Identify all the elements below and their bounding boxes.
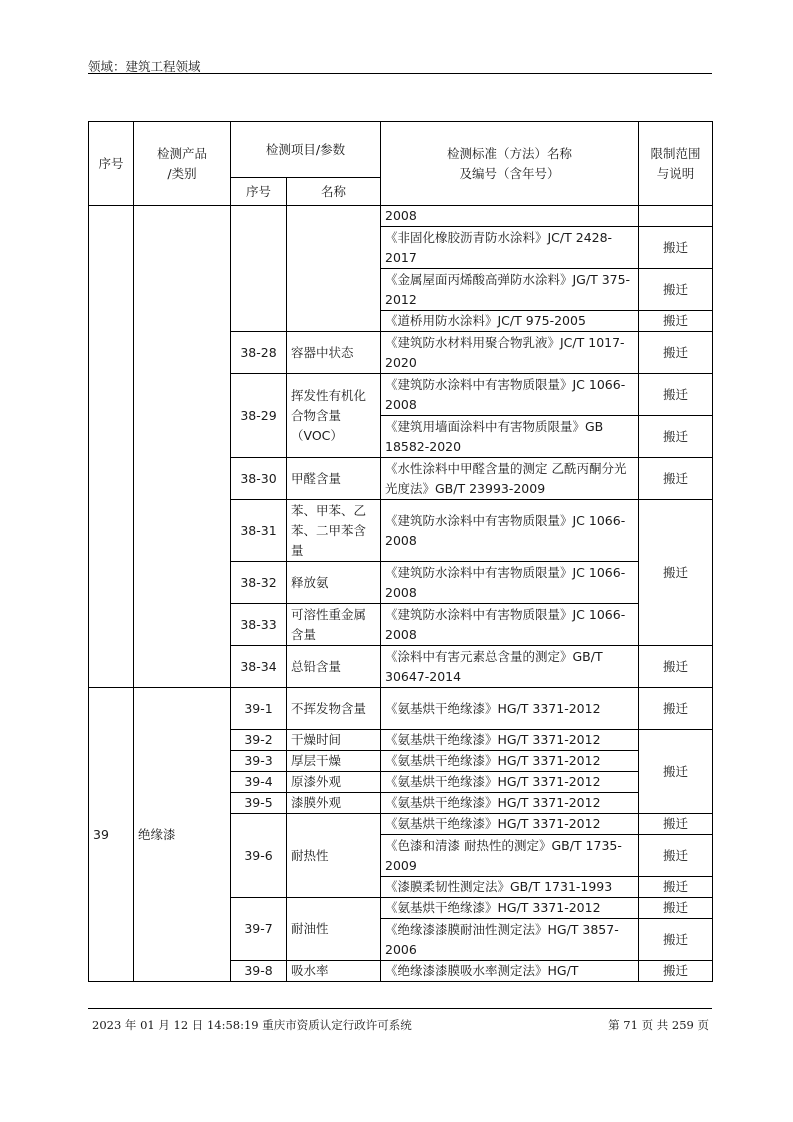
item-name-cell: 耐油性: [287, 898, 381, 961]
inspection-table: [88, 121, 713, 982]
item-seq-cell: 38-31: [231, 500, 287, 562]
limit-cell: 搬迁: [639, 458, 713, 500]
standard-cell: 《涂料中有害元素总含量的测定》GB/T 30647-2014: [381, 646, 639, 688]
limit-cell: 搬迁: [639, 227, 713, 269]
footer-rule: [88, 1008, 712, 1009]
col-limit-header: [639, 122, 713, 206]
col-item-group-header: 检测项目/参数: [231, 122, 381, 178]
standard-cell: 《氨基烘干绝缘漆》HG/T 3371-2012: [381, 793, 639, 814]
limit-cell: 搬迁: [639, 898, 713, 919]
item-seq-cell: 38-28: [231, 332, 287, 374]
item-name-cell: 干燥时间: [287, 730, 381, 751]
item-seq-cell: 38-29: [231, 374, 287, 458]
limit-cell: 搬迁: [639, 646, 713, 688]
limit-cell: 搬迁: [639, 730, 713, 814]
item-seq-cell: 38-33: [231, 604, 287, 646]
item-name-cell: 甲醛含量: [287, 458, 381, 500]
group-seq-cell: 39: [89, 688, 134, 982]
standard-cell: 《绝缘漆漆膜吸水率测定法》HG/T: [381, 961, 639, 982]
standard-cell: 《建筑防水涂料中有害物质限量》JC 1066-2008: [381, 500, 639, 562]
limit-cell: 搬迁: [639, 919, 713, 961]
standard-cell: 《氨基烘干绝缘漆》HG/T 3371-2012: [381, 814, 639, 835]
item-seq-cell: 39-6: [231, 814, 287, 898]
footer-timestamp: 2023 年 01 月 12 日 14:58:19 重庆市资质认定行政许可系统: [92, 1018, 412, 1032]
item-seq-cell: 39-5: [231, 793, 287, 814]
col-category-line1: 检测产品: [156, 145, 207, 161]
item-name-cell: 总铅含量: [287, 646, 381, 688]
standard-cell: 《建筑防水涂料中有害物质限量》JC 1066-2008: [381, 374, 639, 416]
col-standard-line1: 检测标准（方法）名称: [446, 145, 572, 161]
limit-cell: 搬迁: [639, 961, 713, 982]
limit-cell: 搬迁: [639, 877, 713, 898]
col-limit-line2: 与说明: [656, 165, 695, 181]
col-category-header: [134, 122, 231, 206]
limit-cell: 搬迁: [639, 500, 713, 646]
standard-cell: 《氨基烘干绝缘漆》HG/T 3371-2012: [381, 751, 639, 772]
standard-cell: 《氨基烘干绝缘漆》HG/T 3371-2012: [381, 730, 639, 751]
limit-cell: [639, 206, 713, 227]
item-seq-cell: 39-4: [231, 772, 287, 793]
limit-cell: 搬迁: [639, 374, 713, 416]
item-name-cell: 吸水率: [287, 961, 381, 982]
col-standard-header: [381, 122, 639, 206]
standard-cell: 《色漆和清漆 耐热性的测定》GB/T 1735-2009: [381, 835, 639, 877]
page-header: 领域：建筑工程领域: [88, 59, 201, 74]
limit-cell: 搬迁: [639, 416, 713, 458]
standard-cell: 《建筑防水材料用聚合物乳液》JC/T 1017-2020: [381, 332, 639, 374]
standard-cell: 《漆膜柔韧性测定法》GB/T 1731-1993: [381, 877, 639, 898]
item-seq-cell: 39-7: [231, 898, 287, 961]
item-seq-cell: 38-34: [231, 646, 287, 688]
item-seq-cell: 39-2: [231, 730, 287, 751]
limit-cell: 搬迁: [639, 814, 713, 835]
limit-cell: 搬迁: [639, 835, 713, 877]
item-name-cell: 容器中状态: [287, 332, 381, 374]
item-name-cell: 可溶性重金属含量: [287, 604, 381, 646]
limit-cell: 搬迁: [639, 311, 713, 332]
item-seq-cell: 38-32: [231, 562, 287, 604]
standard-cell: 《建筑用墙面涂料中有害物质限量》GB 18582-2020: [381, 416, 639, 458]
item-name-cell: 原漆外观: [287, 772, 381, 793]
item-name-cell: [287, 206, 381, 332]
standard-cell: 《氨基烘干绝缘漆》HG/T 3371-2012: [381, 688, 639, 730]
standard-cell: 《水性涂料中甲醛含量的测定 乙酰丙酮分光光度法》GB/T 23993-2009: [381, 458, 639, 500]
standard-cell: 《建筑防水涂料中有害物质限量》JC 1066-2008: [381, 604, 639, 646]
item-name-cell: 厚层干燥: [287, 751, 381, 772]
standard-cell: 《绝缘漆漆膜耐油性测定法》HG/T 3857-2006: [381, 919, 639, 961]
item-name-cell: 耐热性: [287, 814, 381, 898]
standard-cell: 《建筑防水涂料中有害物质限量》JC 1066-2008: [381, 562, 639, 604]
group-seq-cell: [89, 206, 134, 688]
standard-cell: 《氨基烘干绝缘漆》HG/T 3371-2012: [381, 898, 639, 919]
item-name-cell: 挥发性有机化合物含量（VOC）: [287, 374, 381, 458]
table-row: [89, 206, 713, 227]
item-seq-cell: [231, 206, 287, 332]
limit-cell: 搬迁: [639, 269, 713, 311]
col-limit-line1: 限制范围: [650, 145, 701, 161]
standard-cell: 《非固化橡胶沥青防水涂料》JC/T 2428-2017: [381, 227, 639, 269]
col-standard-line2: 及编号（含年号）: [459, 165, 560, 181]
item-name-cell: 释放氨: [287, 562, 381, 604]
col-seq-header: 序号: [89, 122, 134, 206]
col-item-name-header: 名称: [287, 178, 381, 206]
standard-cell: 《金属屋面丙烯酸高弹防水涂料》JG/T 375-2012: [381, 269, 639, 311]
group-name-cell: 绝缘漆: [134, 688, 231, 982]
group-name-cell: [134, 206, 231, 688]
header-rule: [88, 73, 712, 74]
item-seq-cell: 39-3: [231, 751, 287, 772]
item-name-cell: 漆膜外观: [287, 793, 381, 814]
item-name-cell: 苯、甲苯、乙苯、二甲苯含量: [287, 500, 381, 562]
item-seq-cell: 39-8: [231, 961, 287, 982]
limit-cell: 搬迁: [639, 688, 713, 730]
item-name-cell: 不挥发物含量: [287, 688, 381, 730]
standard-cell: 2008: [381, 206, 639, 227]
limit-cell: 搬迁: [639, 332, 713, 374]
standard-cell: 《氨基烘干绝缘漆》HG/T 3371-2012: [381, 772, 639, 793]
item-seq-cell: 38-30: [231, 458, 287, 500]
standard-cell: 《道桥用防水涂料》JC/T 975-2005: [381, 311, 639, 332]
table-row: [89, 688, 713, 730]
page-number: 第 71 页 共 259 页: [608, 1018, 709, 1032]
col-item-seq-header: 序号: [231, 178, 287, 206]
item-seq-cell: 39-1: [231, 688, 287, 730]
col-category-line2: /类别: [167, 165, 197, 181]
